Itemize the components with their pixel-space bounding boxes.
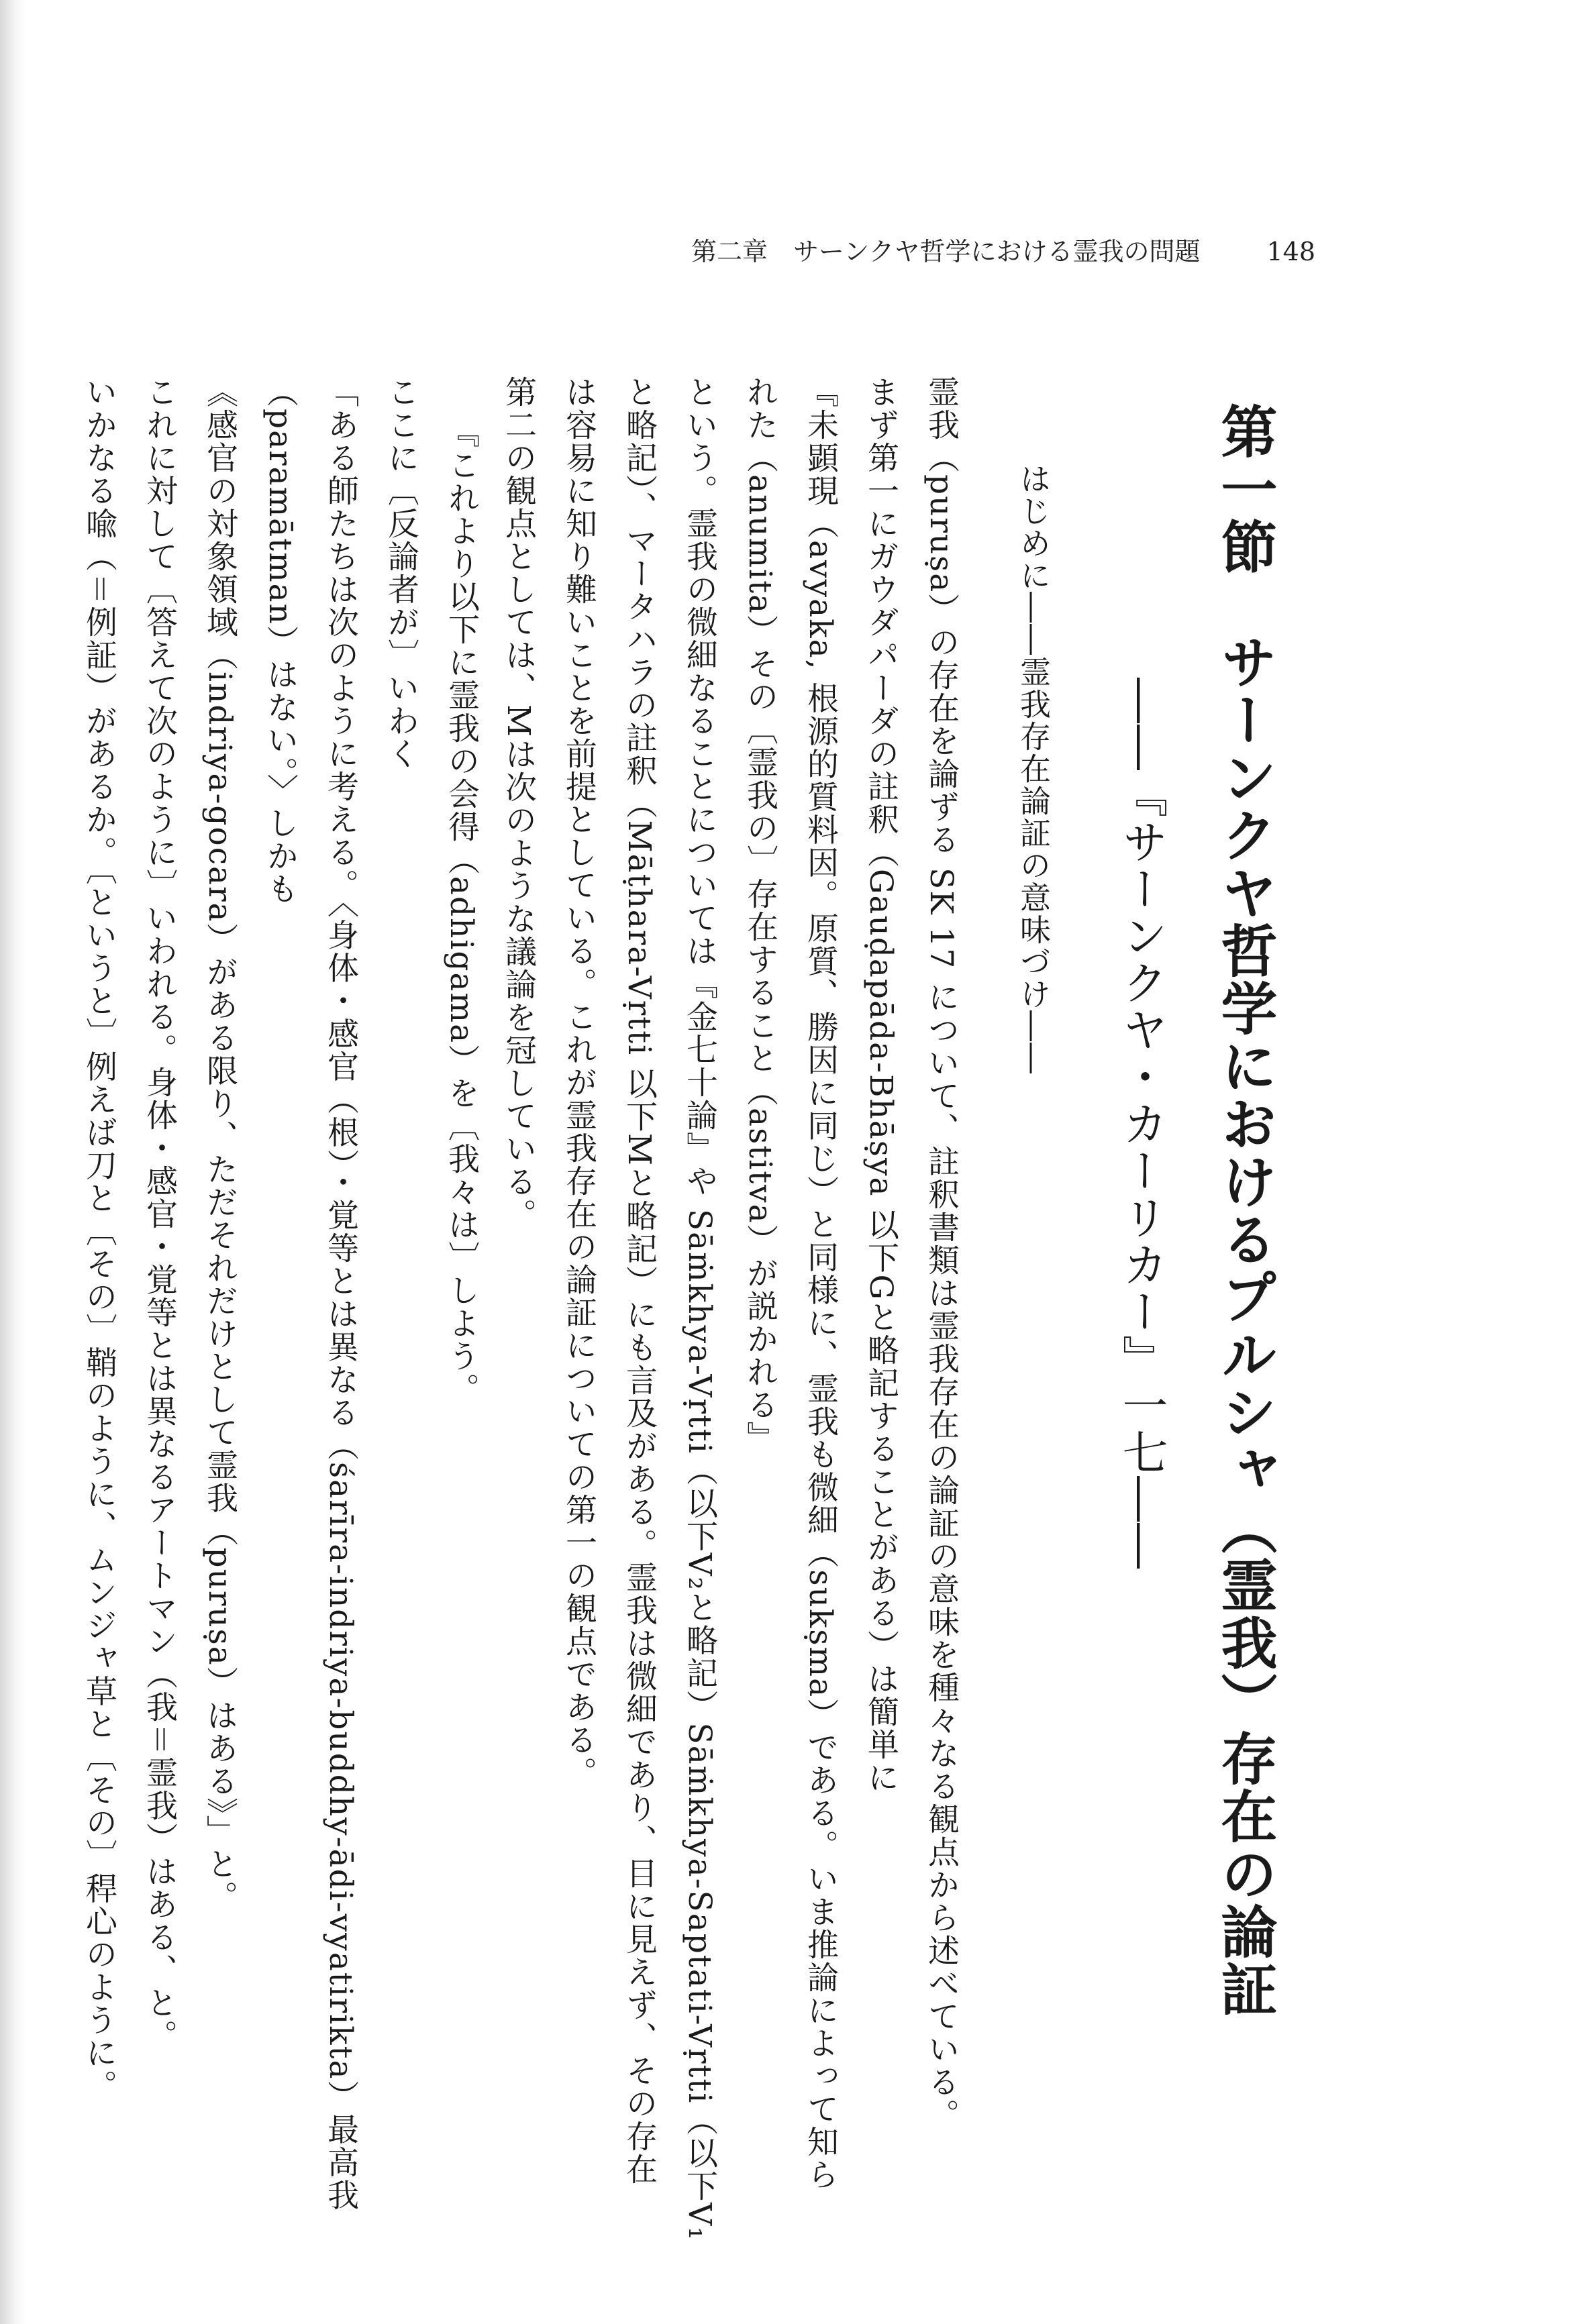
body-line: 『これより以下に霊我の会得（adhigama）を〔我々は〕しよう。 [443, 416, 480, 1406]
body-line: 霊我（puruṣa）の存在を論ずる SK 17 について、註釈書類は霊我存在の論証の意味を種々なる観点から述べている。 [923, 376, 960, 2132]
chapter-title: 第二章 サーンクヤ哲学における霊我の問題 [691, 237, 1201, 266]
body-line: ここに〔反論者が〕いわく [383, 376, 419, 770]
running-header [691, 231, 1315, 272]
body-line: 第二の観点としては、Mは次のような議論を冠している。 [500, 376, 537, 1232]
body-line: 《感官の対象領域（indriya-gocara）がある限り、ただそれだけとして霊我（puruṣa）はある》」と。 [201, 376, 238, 1914]
section-title: 第一節 サーンクヤ哲学におけるプルシャ（霊我）存在の論証 [1212, 403, 1278, 2018]
page-scan-edge [0, 0, 27, 2324]
page-number: 148 [1266, 237, 1315, 266]
body-line: これに対して〔答えて次のように〕いわれる。身体・感官・覚等とは異なるアートマン（我＝霊我）はある、と。 [141, 376, 178, 2052]
body-line: と略記）、マータハラの註釈（Māṭhara-Vṛtti 以下Mと略記）にも言及がある。霊我は微細であり、目に見えず、その存在 [621, 376, 658, 2186]
section-subtitle: ――『サーンクヤ・カーリカー』一七―― [1115, 678, 1168, 1570]
body-line: 『未顕現（avyaka, 根源的質料因。原質、勝因に同じ）と同様に、霊我も微細（sukṣma）である。いま推論によって知ら [802, 376, 839, 2192]
body-line: という。霊我の微細なることについては『金七十論』や Sāṁkhya-Vṛtti（以下V₂と略記）Sāṁkhya-Saptati-Vṛtti（以下V₁ [681, 376, 718, 2241]
body-line: れた（anumita）その〔霊我の〕存在すること（astitva）が説かれる』 [742, 376, 778, 1455]
body-line: （paramātman）はない。〉しかも [262, 376, 299, 906]
body-line: は容易に知り難いことを前提としている。これが霊我存在の論証についての第一の観点である。 [560, 376, 597, 1789]
body-line: いかなる喩（＝例証）があるか。〔というと〕例えば刀と〔その〕鞘のように、ムンジャ草と〔その〕稈心のように。 [81, 376, 117, 2103]
body-line: まず第一にガウダパーダの註釈（Gauḍapāda-Bhāṣya 以下Gと略記することがある）は簡単に [862, 376, 899, 1795]
intro-heading: はじめに――霊我存在論証の意味づけ―― [1015, 463, 1052, 1075]
body-line: 「ある師たちは次のように考える。〈身体・感官（根）・覚等とは異なる（śarīra-indriya-buddhy-ādi-vyatirikta）最高我 [322, 376, 359, 2212]
